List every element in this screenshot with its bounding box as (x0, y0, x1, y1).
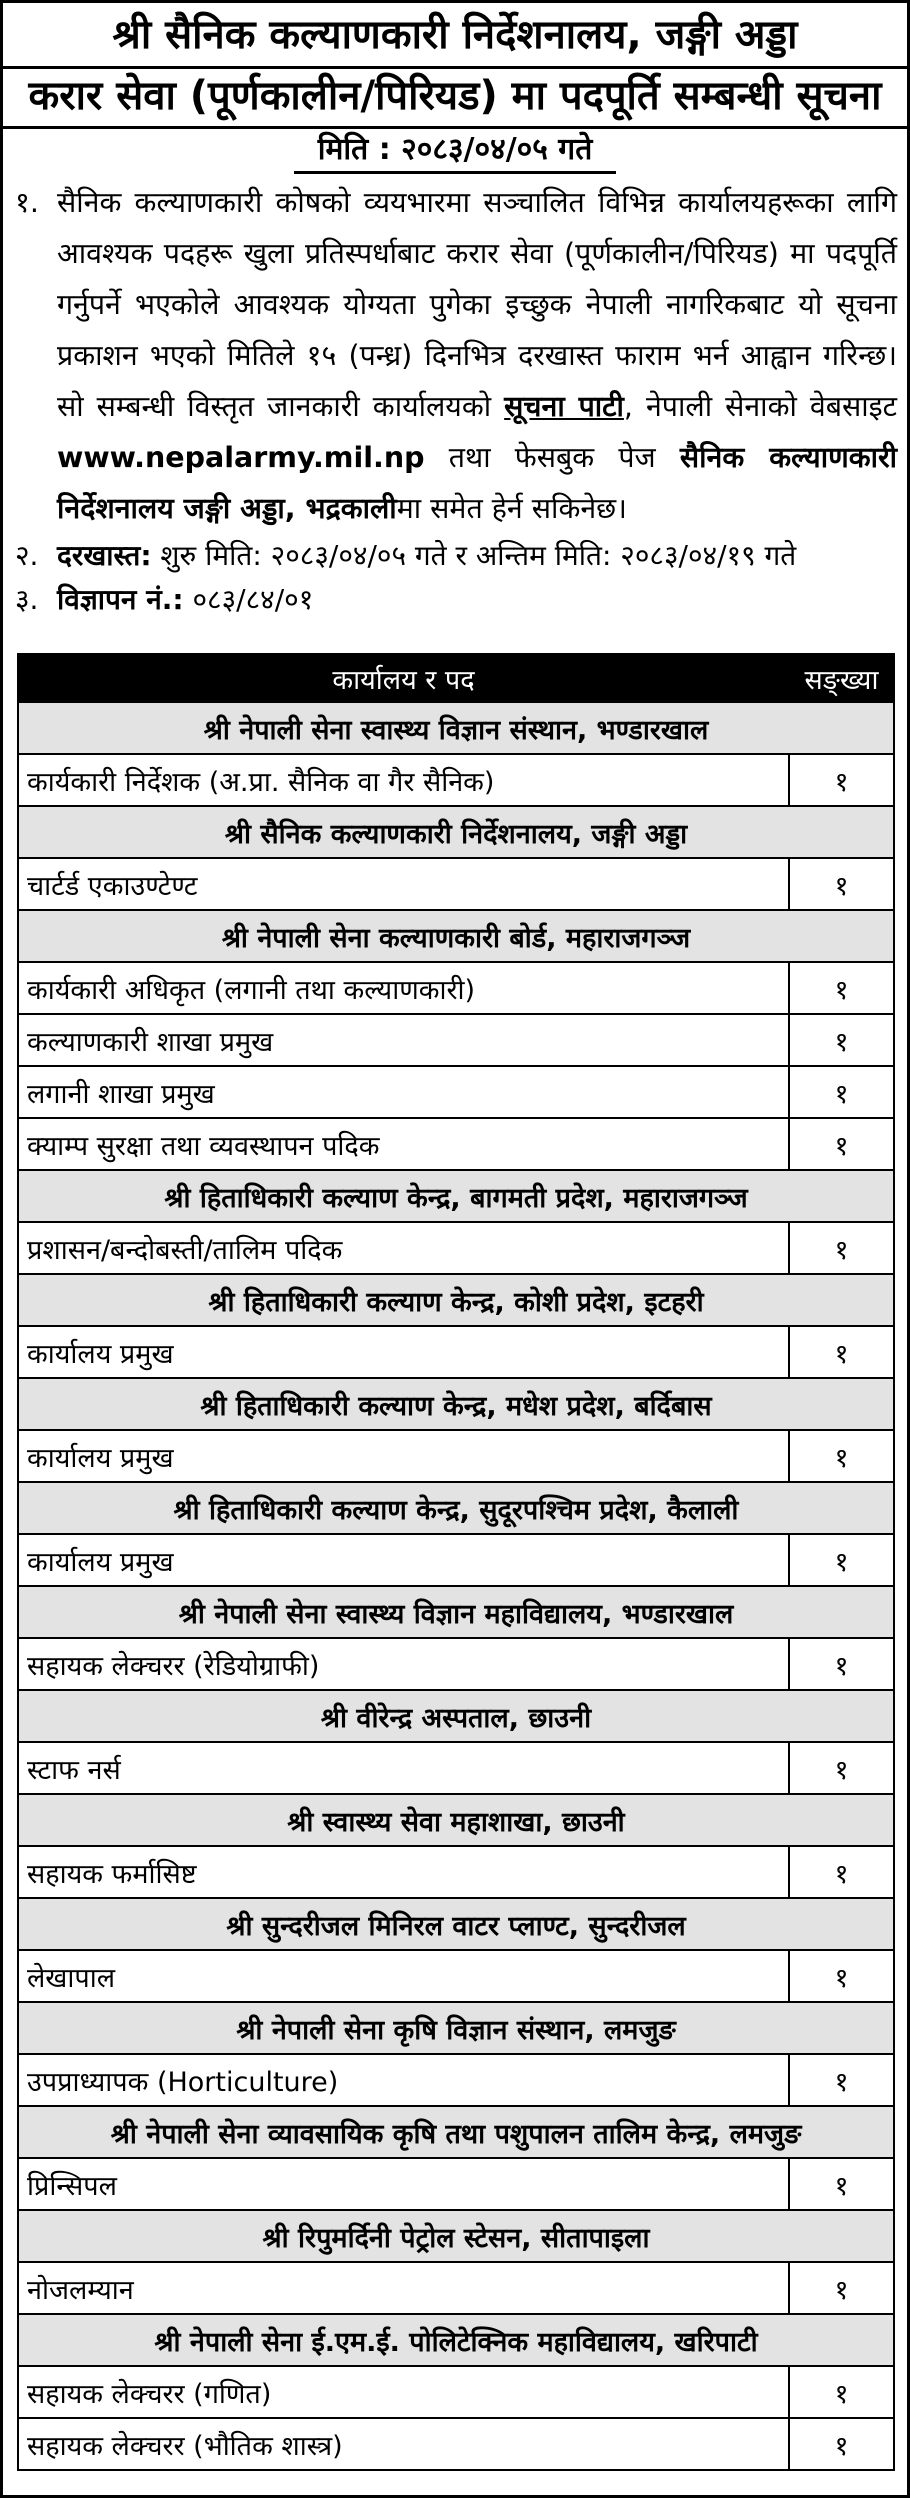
point-1-part4: मा समेत हेर्न सकिनेछ। (396, 492, 627, 525)
post-row (18, 1118, 894, 1170)
office-row (18, 1274, 894, 1326)
point-1-part1: सैनिक कल्याणकारी कोषको व्ययभारमा सञ्चालित विभिन्न कार्यालयहरूका लागि आवश्यक पदहरू खुला प्रतिस्पर्धाबाट करार सेवा (पूर्णकालीन/पिरियड) मा पदपूर्ति गर्नुपर्ने भएकोले आवश्यक योग्यता पुगेका इच्छुक नेपाली नागरिकबाट यो सूचना प्रकाशन भएको मितिले १५ (पन्ध्र) दिनभित्र दरखास्त फाराम भर्न आह्वान गरिन्छ। सो सम्बन्धी विस्तृत जानकारी कार्यालयको (57, 186, 897, 423)
post-name: कार्यालय प्रमुख (18, 1534, 789, 1586)
post-count: १ (789, 1430, 894, 1482)
post-name: कार्यकारी निर्देशक (अ.प्रा. सैनिक वा गैर सैनिक) (18, 754, 789, 806)
post-row (18, 1430, 894, 1482)
office-name: श्री नेपाली सेना कृषि विज्ञान संस्थान, लमजुङ (18, 2002, 894, 2054)
point-2-number: २. (15, 539, 39, 572)
office-name: श्री हिताधिकारी कल्याण केन्द्र, बागमती प्रदेश, महाराजगञ्ज (18, 1170, 894, 1222)
office-name: श्री सैनिक कल्याणकारी निर्देशनालय, जङ्गी अड्डा (18, 806, 894, 858)
post-name: कल्याणकारी शाखा प्रमुख (18, 1014, 789, 1066)
office-row (18, 806, 894, 858)
post-count: १ (789, 1222, 894, 1274)
post-count: १ (789, 1014, 894, 1066)
table-header-row (18, 654, 894, 702)
point-2 (15, 534, 897, 578)
post-name: चार्टर्ड एकाउण्टेण्ट (18, 858, 789, 910)
notice-date: मिति : २०८३/०४/०५ गते (294, 129, 617, 174)
post-row (18, 962, 894, 1014)
office-name: श्री सुन्दरीजल मिनिरल वाटर प्लाण्ट, सुन्दरीजल (18, 1898, 894, 1950)
post-count: १ (789, 1118, 894, 1170)
post-count: १ (789, 2262, 894, 2314)
post-row (18, 2262, 894, 2314)
office-row (18, 702, 894, 754)
date-wrap (3, 129, 907, 177)
point-3-text (57, 578, 313, 622)
point-1-number: १. (15, 186, 39, 219)
post-count: १ (789, 1326, 894, 1378)
office-name: श्री नेपाली सेना स्वास्थ्य विज्ञान संस्थान, भण्डारखाल (18, 702, 894, 754)
office-row (18, 1378, 894, 1430)
point-1-part3: तथा फेसबुक पेज (424, 441, 680, 474)
application-dates: शुरु मिति: २०८३/०४/०५ गते र अन्तिम मिति: २०८३/०४/१९ गते (151, 539, 797, 572)
facebook-page-name: सैनिक कल्याणकारी निर्देशनालय जङ्गी अड्डा, भद्रकाली (57, 441, 897, 525)
office-name: श्री नेपाली सेना ई.एम.ई. पोलिटेक्निक महाविद्यालय, खरिपाटी (18, 2314, 894, 2366)
post-name: सहायक फर्मासिष्ट (18, 1846, 789, 1898)
point-1-part2: , नेपाली सेनाको वेबसाइट (623, 390, 897, 423)
post-count: १ (789, 1066, 894, 1118)
table-body (18, 702, 894, 2470)
advertisement-number: ०८३/८४/०१ (183, 583, 314, 616)
post-row (18, 2366, 894, 2418)
post-name: उपप्राध्यापक (Horticulture) (18, 2054, 789, 2106)
post-name: कार्यालय प्रमुख (18, 1430, 789, 1482)
notice-board-text: सूचना पाटी (504, 390, 624, 423)
office-row (18, 1794, 894, 1846)
post-count: १ (789, 962, 894, 1014)
advertisement-label: विज्ञापन नं.: (57, 583, 184, 616)
post-name: प्रशासन/बन्दोबस्ती/तालिम पदिक (18, 1222, 789, 1274)
post-name: प्रिन्सिपल (18, 2158, 789, 2210)
page-title: श्री सैनिक कल्याणकारी निर्देशनालय, जङ्गी अड्डा (3, 9, 907, 69)
website-link[interactable]: www.nepalarmy.mil.np (57, 441, 425, 474)
vacancy-table (17, 653, 895, 2471)
post-row (18, 858, 894, 910)
post-row (18, 1742, 894, 1794)
office-row (18, 2314, 894, 2366)
post-count: १ (789, 2054, 894, 2106)
point-1 (15, 177, 897, 534)
post-name: सहायक लेक्चरर (गणित) (18, 2366, 789, 2418)
office-row (18, 1482, 894, 1534)
office-row (18, 910, 894, 962)
point-1-text (57, 177, 897, 534)
post-name: लगानी शाखा प्रमुख (18, 1066, 789, 1118)
office-row (18, 2210, 894, 2262)
office-row (18, 1898, 894, 1950)
notice-points (3, 177, 907, 622)
office-name: श्री नेपाली सेना स्वास्थ्य विज्ञान महाविद्यालय, भण्डारखाल (18, 1586, 894, 1638)
post-count: १ (789, 2418, 894, 2470)
post-count: १ (789, 1534, 894, 1586)
post-name: सहायक लेक्चरर (भौतिक शास्त्र) (18, 2418, 789, 2470)
post-row (18, 2158, 894, 2210)
post-name: सहायक लेक्चरर (रेडियोग्राफी) (18, 1638, 789, 1690)
post-row (18, 1066, 894, 1118)
office-row (18, 2002, 894, 2054)
office-name: श्री हिताधिकारी कल्याण केन्द्र, मधेश प्रदेश, बर्दिबास (18, 1378, 894, 1430)
office-name: श्री रिपुमर्दिनी पेट्रोल स्टेसन, सीतापाइला (18, 2210, 894, 2262)
header-count: सङ्ख्या (789, 654, 894, 702)
office-row (18, 1170, 894, 1222)
post-row (18, 1014, 894, 1066)
point-3-number: ३. (15, 583, 39, 616)
post-row (18, 1222, 894, 1274)
post-count: १ (789, 2366, 894, 2418)
office-name: श्री स्वास्थ्य सेवा महाशाखा, छाउनी (18, 1794, 894, 1846)
post-row (18, 1846, 894, 1898)
post-row (18, 1950, 894, 2002)
post-count: १ (789, 1950, 894, 2002)
header-office-post: कार्यालय र पद (18, 654, 789, 702)
post-row (18, 754, 894, 806)
notice-subtitle: करार सेवा (पूर्णकालीन/पिरियड) मा पदपूर्ति सम्बन्धी सूचना (3, 69, 907, 129)
office-name: श्री नेपाली सेना व्यावसायिक कृषि तथा पशुपालन तालिम केन्द्र, लमजुङ (18, 2106, 894, 2158)
office-name: श्री वीरेन्द्र अस्पताल, छाउनी (18, 1690, 894, 1742)
office-row (18, 1690, 894, 1742)
post-count: १ (789, 754, 894, 806)
post-name: नोजलम्यान (18, 2262, 789, 2314)
post-count: १ (789, 1846, 894, 1898)
post-count: १ (789, 2158, 894, 2210)
post-row (18, 1534, 894, 1586)
post-name: कार्यालय प्रमुख (18, 1326, 789, 1378)
post-count: १ (789, 858, 894, 910)
post-name: स्टाफ नर्स (18, 1742, 789, 1794)
office-row (18, 2106, 894, 2158)
point-3 (15, 578, 897, 622)
post-row (18, 1326, 894, 1378)
office-row (18, 1586, 894, 1638)
post-row (18, 1638, 894, 1690)
post-row (18, 2054, 894, 2106)
post-name: लेखापाल (18, 1950, 789, 2002)
post-count: १ (789, 1638, 894, 1690)
point-2-text (57, 534, 796, 578)
post-name: कार्यकारी अधिकृत (लगानी तथा कल्याणकारी) (18, 962, 789, 1014)
post-row (18, 2418, 894, 2470)
office-name: श्री हिताधिकारी कल्याण केन्द्र, कोशी प्रदेश, इटहरी (18, 1274, 894, 1326)
post-count: १ (789, 1742, 894, 1794)
application-label: दरखास्त: (57, 539, 152, 572)
office-name: श्री हिताधिकारी कल्याण केन्द्र, सुदूरपश्चिम प्रदेश, कैलाली (18, 1482, 894, 1534)
office-name: श्री नेपाली सेना कल्याणकारी बोर्ड, महाराजगञ्ज (18, 910, 894, 962)
post-name: क्याम्प सुरक्षा तथा व्यवस्थापन पदिक (18, 1118, 789, 1170)
